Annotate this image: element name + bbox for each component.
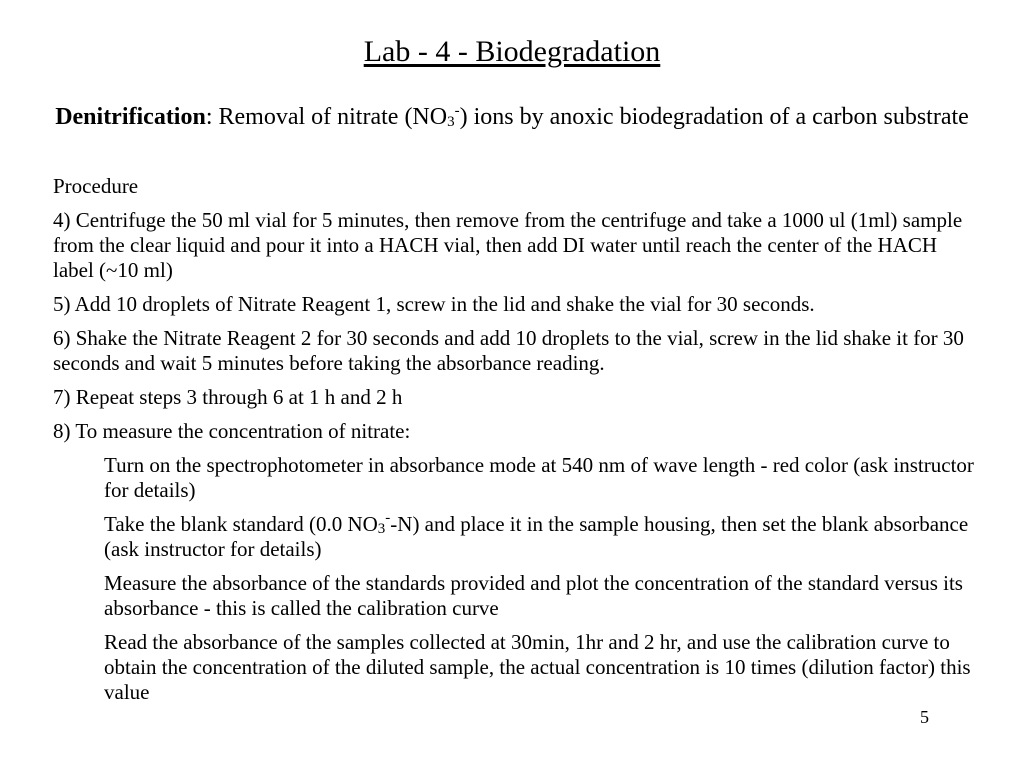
page-number: 5 [920, 707, 929, 727]
sub-step-read-samples: Read the absorbance of the samples collected at 30min, 1hr and 2 hr, and use the calibration curve to obtain the concentration of the diluted sample, the actual concentration is 10 times (dilution factor) this value [104, 630, 971, 704]
subtitle-text-after-formula: ) ions by anoxic biodegradation of a carbon substrate [459, 104, 969, 130]
subtitle-colon: : [205, 104, 213, 130]
subtitle-formula-subscript: 3 [447, 114, 455, 130]
slide-subtitle [40, 100, 984, 134]
sub-step-blank-text-after: -N) and place it in the sample housing, then set the blank absorbance (ask instructor for details) [104, 512, 969, 561]
procedure-heading: Procedure [53, 174, 139, 198]
sub-step-calibration-curve: Measure the absorbance of the standards provided and plot the concentration of the standard versus its absorbance - this is called the calibration curve [104, 571, 963, 620]
sub-step-spectrophotometer: Turn on the spectrophotometer in absorbance mode at 540 nm of wave length - red color (ask instructor for details) [104, 453, 974, 502]
sub-step-blank-standard [104, 512, 983, 562]
slide-title: Lab - 4 - Biodegradation [363, 35, 661, 68]
sub-step-blank-superscript: - [385, 510, 391, 526]
step-8: 8) To measure the concentration of nitrate: [53, 419, 411, 443]
step-6: 6) Shake the Nitrate Reagent 2 for 30 seconds and add 10 droplets to the vial, screw in the lid shake it for 30 seconds and wait 5 minutes before taking the absorbance reading. [53, 326, 964, 375]
step-5: 5) Add 10 droplets of Nitrate Reagent 1, screw in the lid and shake the vial for 30 seconds. [53, 292, 815, 316]
slide-body [53, 174, 983, 714]
subtitle-text-before-formula: Removal of nitrate (NO [212, 104, 448, 130]
step-4: 4) Centrifuge the 50 ml vial for 5 minutes, then remove from the centrifuge and take a 1000 ul (1ml) sample from the clear liquid and pour it into a HACH vial, then add DI water until reach the center of the HACH label (~10 ml) [53, 208, 963, 282]
subtitle-formula-superscript: - [454, 103, 460, 119]
sub-step-blank-subscript: 3 [377, 521, 386, 537]
sub-step-blank-text-before: Take the blank standard (0.0 NO [104, 512, 378, 536]
step-7: 7) Repeat steps 3 through 6 at 1 h and 2 h [53, 385, 403, 409]
subtitle-term: Denitrification [55, 104, 206, 130]
